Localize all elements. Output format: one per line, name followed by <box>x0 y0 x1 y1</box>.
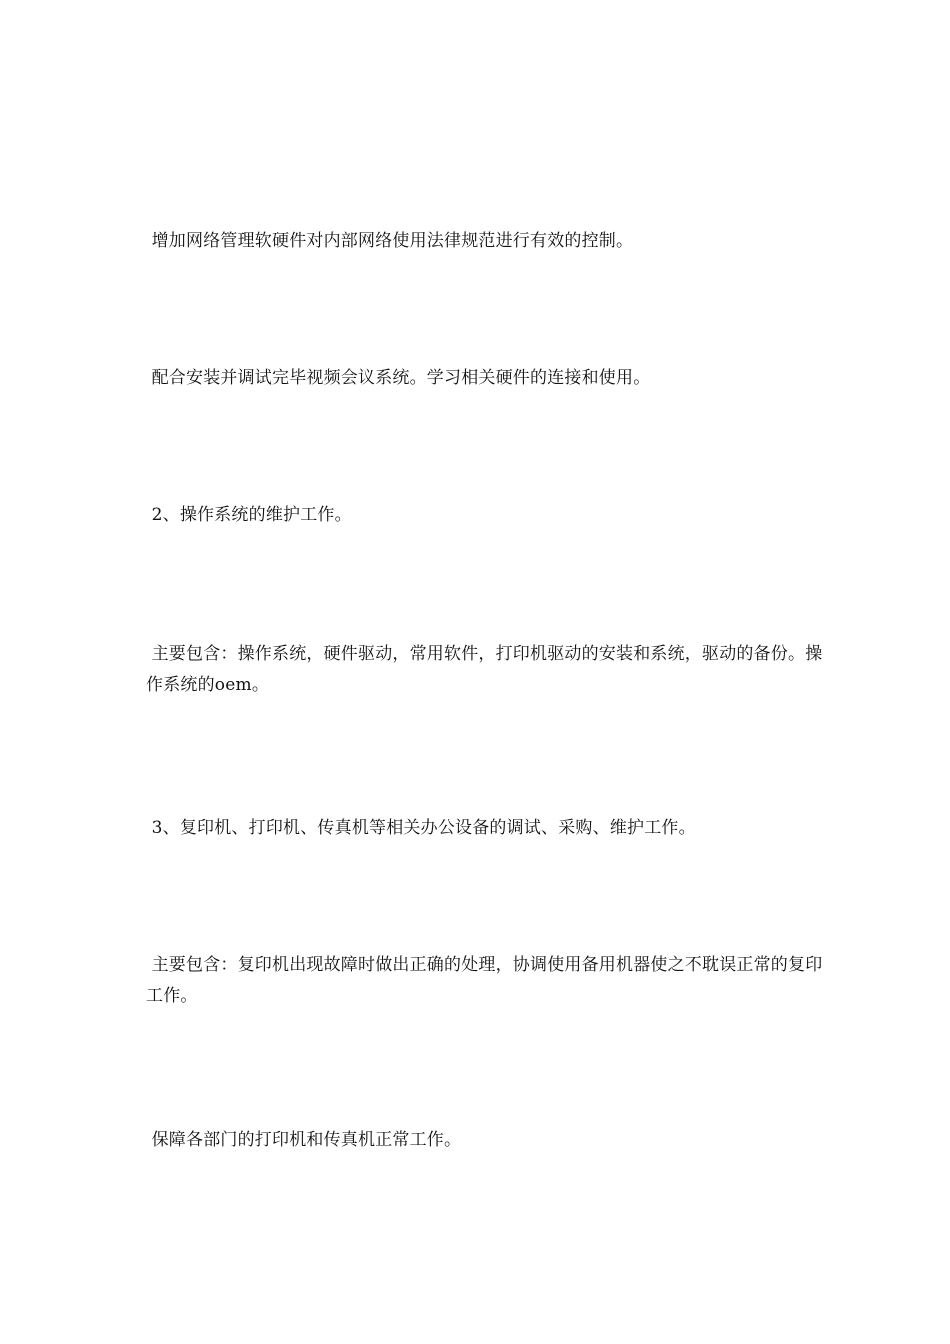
paragraph-printer-fax: 保障各部门的打印机和传真机正常工作。 <box>146 1130 462 1150</box>
paragraph-network-control: 增加网络管理软硬件对内部网络使用法律规范进行有效的控制。 <box>146 231 634 251</box>
heading-office-equipment: 3、复印机、打印机、传真机等相关办公设备的调试、采购、维护工作。 <box>146 818 696 838</box>
heading-os-maintenance: 2、操作系统的维护工作。 <box>146 505 352 525</box>
paragraph-copier-details: 主要包含：复印机出现故障时做出正确的处理，协调使用备用机器使之不耽误正常的复印工作。 <box>146 955 823 1006</box>
paragraph-video-conference: 配合安装并调试完毕视频会议系统。学习相关硬件的连接和使用。 <box>146 368 651 388</box>
paragraph-os-details: 主要包含：操作系统，硬件驱动，常用软件，打印机驱动的安装和系统，驱动的备份。操作系统的oem。 <box>146 644 823 695</box>
